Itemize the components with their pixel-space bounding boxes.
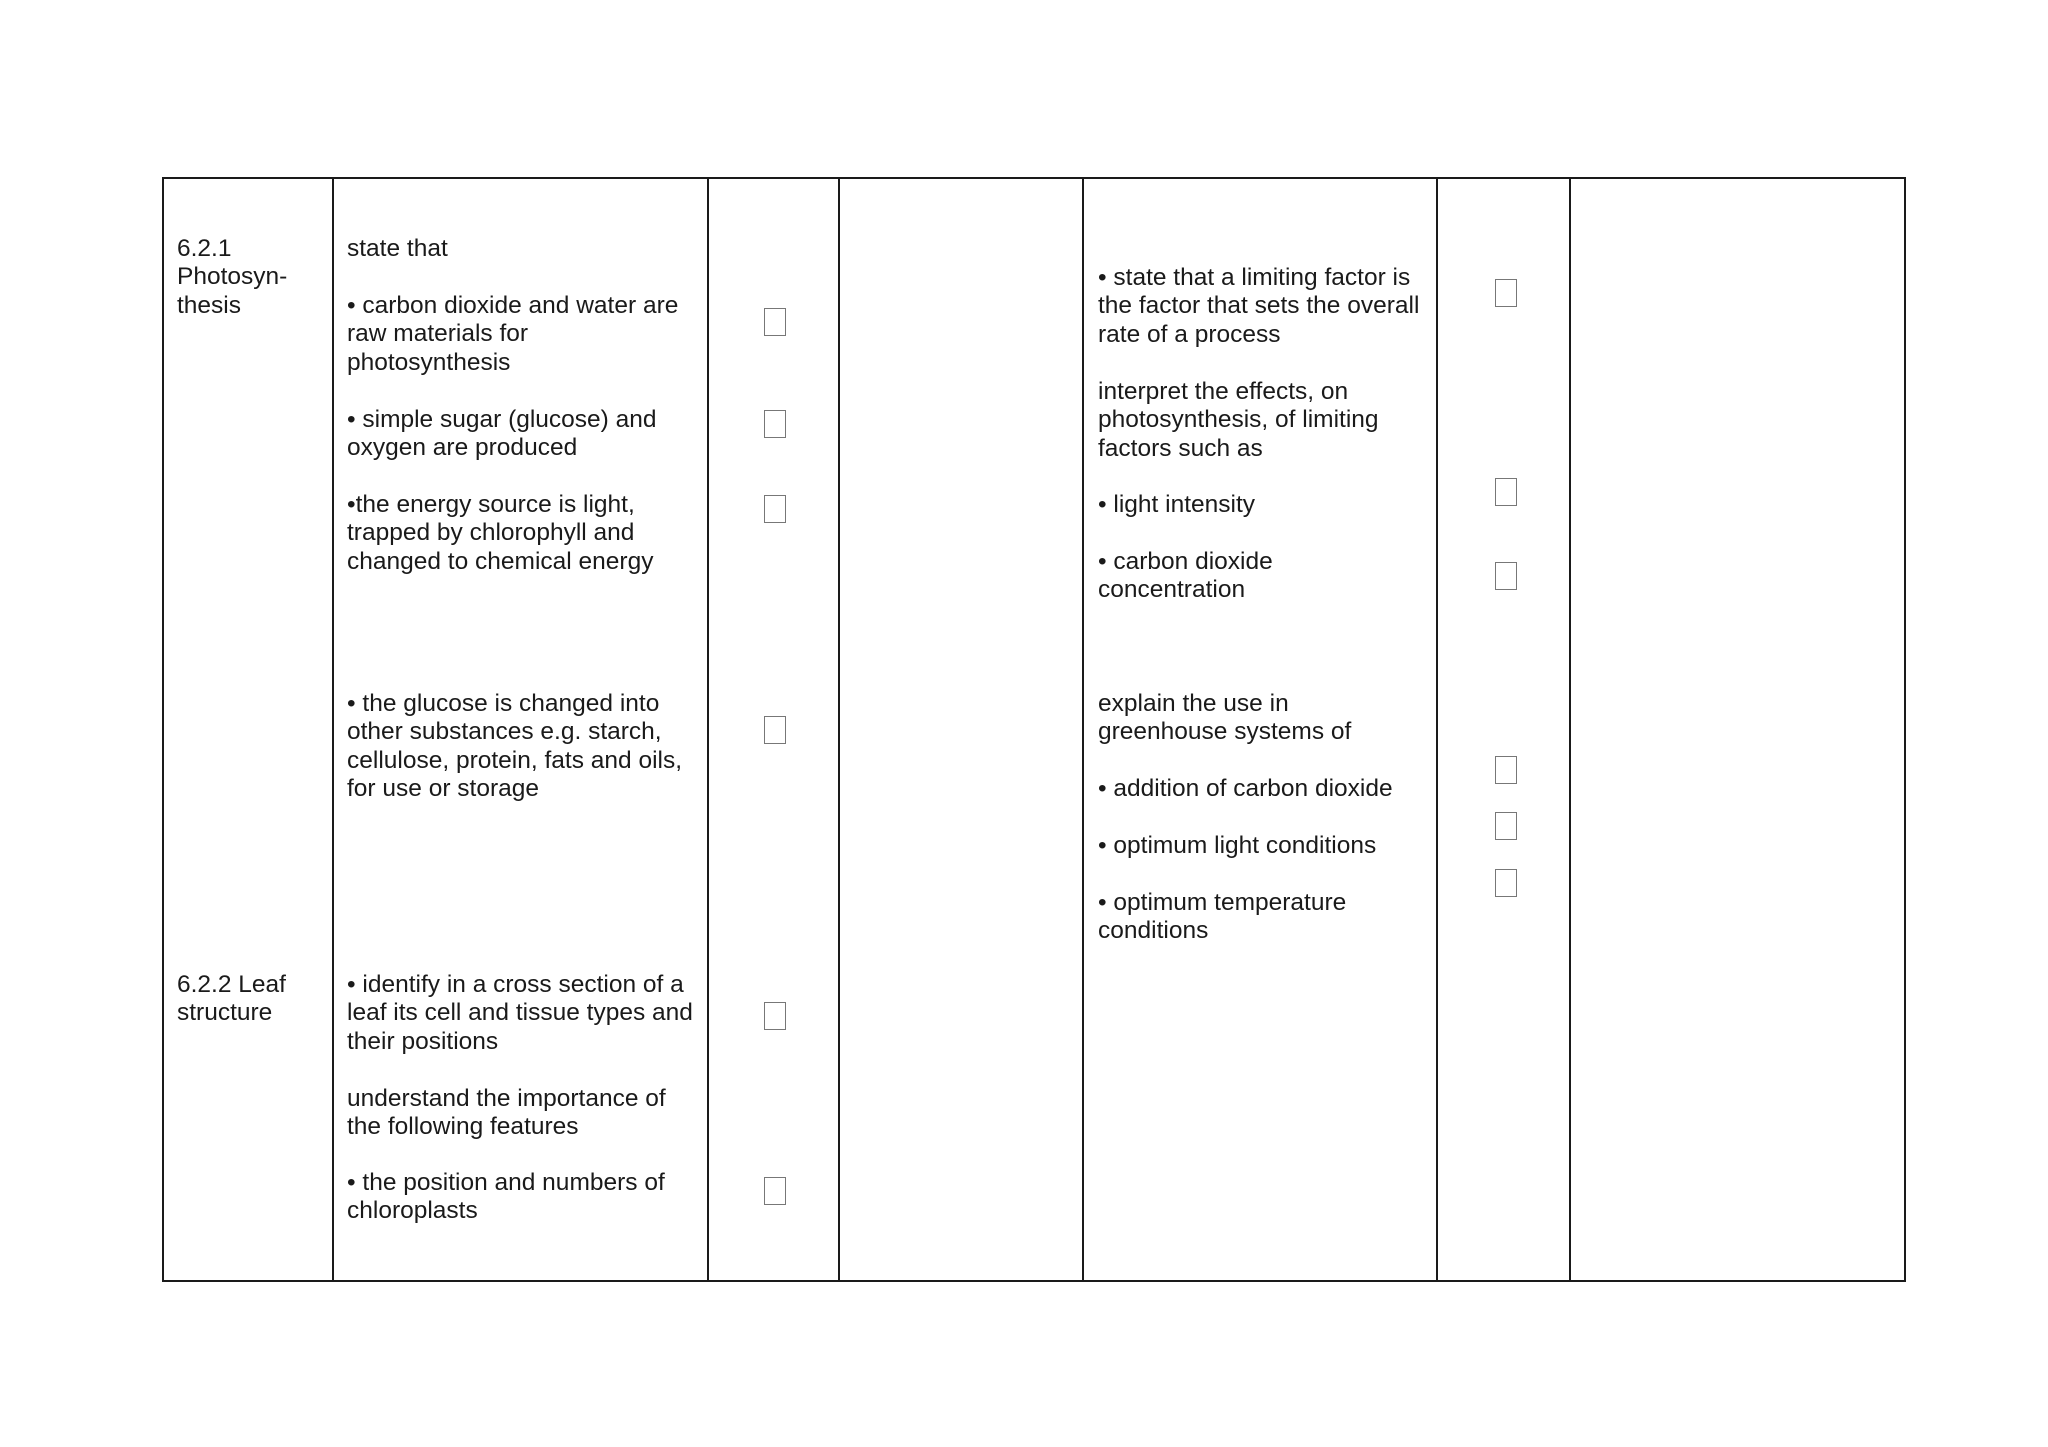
checkbox-ext-optimum-light[interactable] bbox=[1495, 812, 1517, 840]
column-divider bbox=[1082, 179, 1084, 1280]
core-sugar-produced: • simple sugar (glucose) and oxygen are produced bbox=[347, 406, 657, 462]
checkbox-core-sugar-produced[interactable] bbox=[764, 410, 786, 438]
topic-leaf-structure: 6.2.2 Leaf structure bbox=[177, 971, 286, 1027]
core-state-that: state that bbox=[347, 235, 448, 262]
column-divider bbox=[1569, 179, 1571, 1280]
checkbox-core-glucose-changed[interactable] bbox=[764, 716, 786, 744]
checkbox-core-chloroplast-position[interactable] bbox=[764, 1177, 786, 1205]
checkbox-ext-co2-concentration[interactable] bbox=[1495, 562, 1517, 590]
column-divider bbox=[1436, 179, 1438, 1280]
column-divider bbox=[838, 179, 840, 1280]
checkbox-ext-light-intensity[interactable] bbox=[1495, 478, 1517, 506]
column-divider bbox=[707, 179, 709, 1280]
checkbox-ext-addition-co2[interactable] bbox=[1495, 756, 1517, 784]
core-glucose-changed: • the glucose is changed into other substances e.g. starch, cellulose, protein, fats and oils, for use or storage bbox=[347, 690, 683, 803]
core-chloroplast-position: • the position and numbers of chloroplasts bbox=[347, 1169, 665, 1225]
column-divider bbox=[332, 179, 334, 1280]
ext-light-intensity: • light intensity bbox=[1098, 491, 1256, 518]
checkbox-ext-optimum-temperature[interactable] bbox=[1495, 869, 1517, 897]
ext-co2-concentration: • carbon dioxide concentration bbox=[1098, 548, 1273, 604]
core-identify-cross-section: • identify in a cross section of a leaf its cell and tissue types and their positions bbox=[347, 971, 693, 1055]
core-energy-source: •the energy source is light, trapped by chlorophyll and changed to chemical energy bbox=[347, 491, 654, 575]
checkbox-core-raw-materials[interactable] bbox=[764, 308, 786, 336]
ext-optimum-light: • optimum light conditions bbox=[1098, 832, 1377, 859]
topic-photosynthesis: 6.2.1 Photosyn- thesis bbox=[177, 235, 288, 319]
syllabus-table bbox=[162, 177, 1906, 1282]
ext-optimum-temperature: • optimum temperature conditions bbox=[1098, 889, 1347, 945]
checkbox-core-energy-source[interactable] bbox=[764, 495, 786, 523]
core-understand-importance: understand the importance of the following features bbox=[347, 1085, 666, 1141]
checkbox-core-identify-cross-section[interactable] bbox=[764, 1002, 786, 1030]
ext-explain-greenhouse: explain the use in greenhouse systems of bbox=[1098, 690, 1352, 746]
ext-addition-co2: • addition of carbon dioxide bbox=[1098, 775, 1393, 802]
ext-limiting-factor: • state that a limiting factor is the factor that sets the overall rate of a process bbox=[1098, 264, 1420, 348]
ext-interpret-effects: interpret the effects, on photosynthesis, of limiting factors such as bbox=[1098, 378, 1379, 462]
checkbox-ext-limiting-factor[interactable] bbox=[1495, 279, 1517, 307]
core-raw-materials: • carbon dioxide and water are raw materials for photosynthesis bbox=[347, 292, 679, 376]
